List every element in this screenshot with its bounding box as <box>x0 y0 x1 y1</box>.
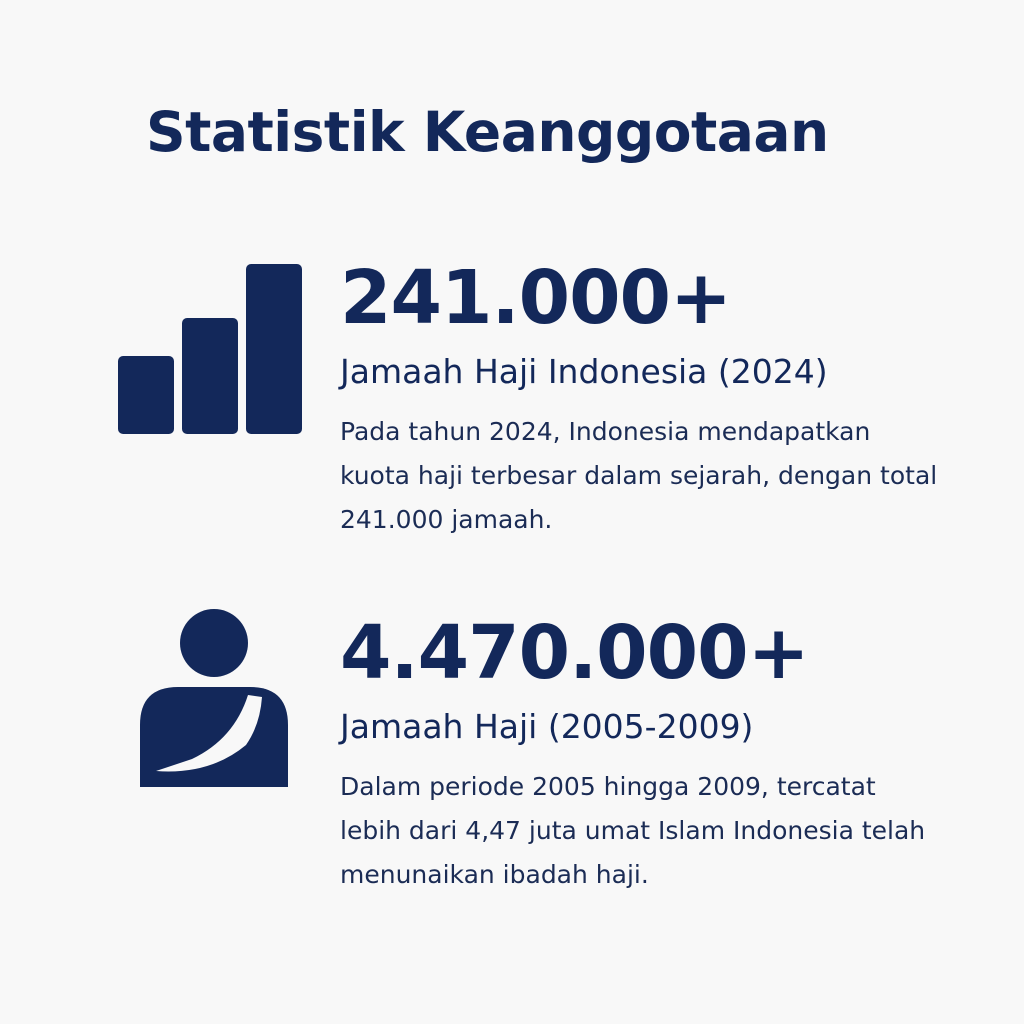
stat-text <box>340 605 980 897</box>
stat-description: Pada tahun 2024, Indonesia mendapatkan kuota haji terbesar dalam sejarah, dengan total 241.000 jamaah. <box>340 417 938 534</box>
stat-number: 241.000+ <box>340 255 732 341</box>
pilgrim-person-icon <box>138 607 290 789</box>
stat-number: 4.470.000+ <box>340 610 809 696</box>
bar-chart-icon <box>116 262 304 436</box>
stat-description: Dalam periode 2005 hingga 2009, tercatat lebih dari 4,47 juta umat Islam Indonesia telah menunaikan ibadah haji. <box>340 772 926 889</box>
stat-text <box>340 250 980 542</box>
stat-label: Jamaah Haji Indonesia (2024) <box>340 352 828 391</box>
page-title: Statistik Keanggotaan <box>146 100 829 164</box>
stat-label: Jamaah Haji (2005-2009) <box>340 707 754 746</box>
